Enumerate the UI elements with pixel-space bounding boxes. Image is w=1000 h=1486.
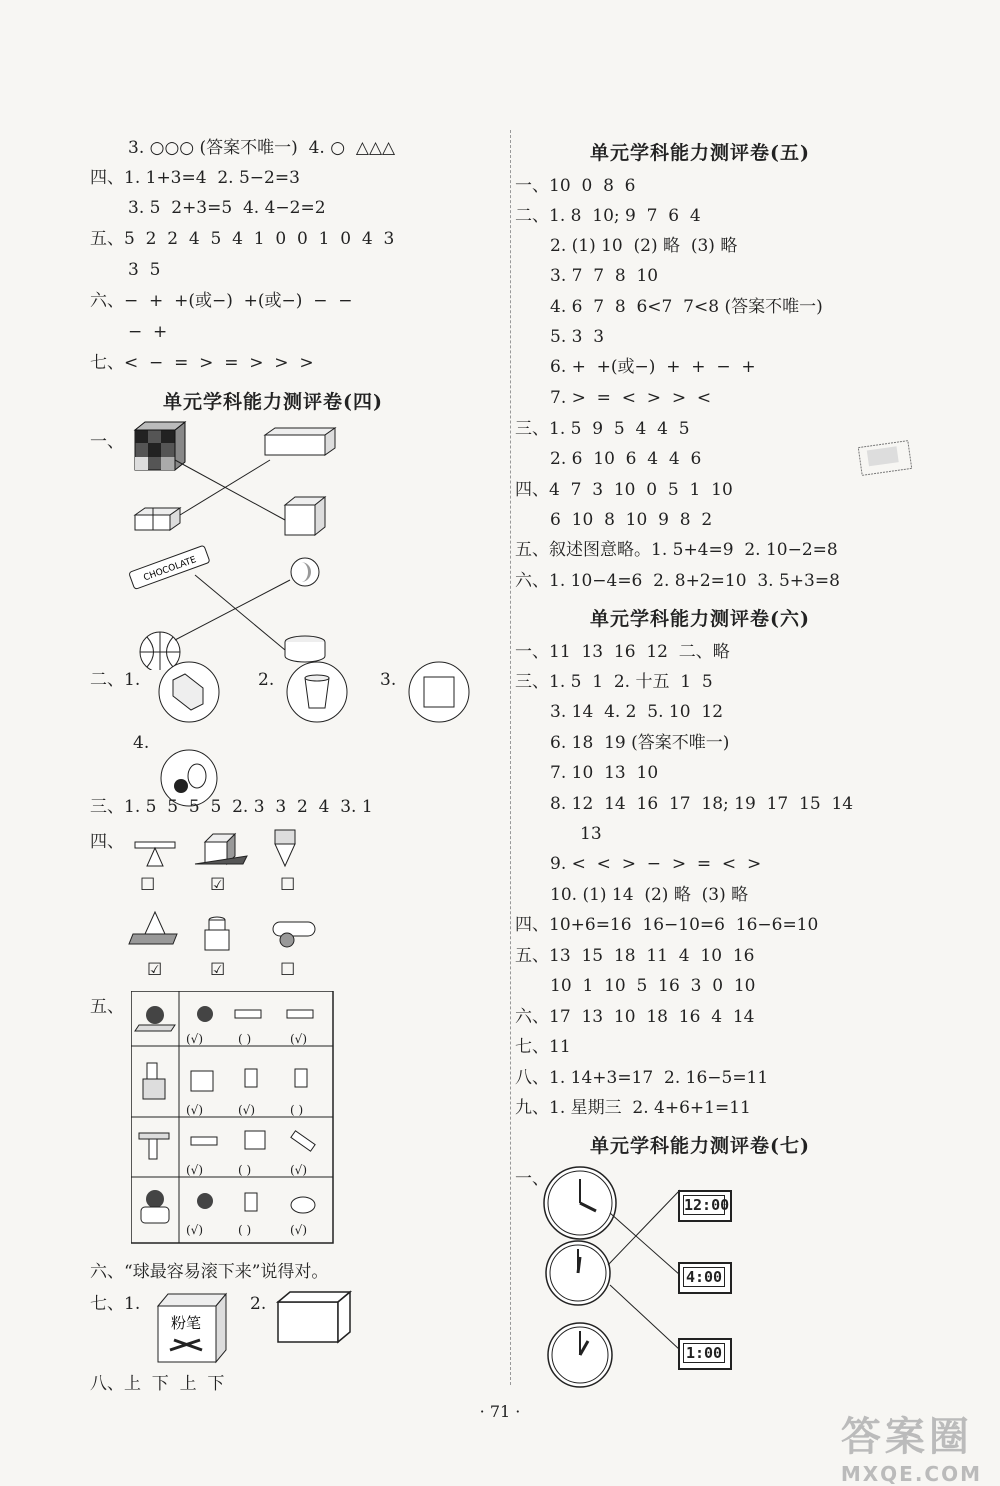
column-divider	[510, 130, 511, 1385]
left-line-3: 3. 5 2+3=5 4. 4−2=2	[128, 198, 326, 218]
rect-view-icon	[235, 1010, 261, 1018]
rect-view-icon	[191, 1137, 217, 1145]
right-line-2: 二、1. 8 10; 9 7 6 4	[515, 206, 701, 226]
analog-clock-4-icon	[544, 1167, 616, 1239]
digital-clock-2	[678, 1262, 732, 1294]
right-line-23: 10. (1) 14 (2) 略 (3) 略	[550, 885, 749, 905]
left-q2-3-label: 3.	[380, 670, 397, 690]
tabletop-cylinder-icon	[139, 1133, 169, 1159]
stamp-icon	[858, 438, 914, 478]
section-title-7: 单元学科能力测评卷(七)	[590, 1135, 810, 1157]
tabletop-cone-icon	[135, 842, 175, 866]
right-line-21: 13	[580, 824, 602, 844]
cube-view-icon	[191, 1071, 213, 1091]
right-line-22: 9. < < > − > = < >	[550, 854, 762, 874]
checkbox-3: ☐	[280, 875, 296, 895]
right-line-6: 5. 3 3	[550, 327, 605, 347]
rect-view-icon	[295, 1069, 307, 1087]
digital-clock-3-time: 1:00	[683, 1343, 725, 1363]
left-line-6: 六、− + +(或−) +(或−) − −	[90, 291, 353, 311]
table-mark-3-2: ( )	[238, 1163, 252, 1177]
right-line-5: 4. 6 7 8 6<7 7<8 (答案不唯一)	[550, 297, 823, 317]
left-q2-4-label: 4.	[133, 733, 150, 753]
right-q1-label: 一、	[515, 1169, 549, 1189]
cylinder-with-ball-icon	[273, 922, 315, 947]
cube-icon	[285, 497, 325, 535]
cup-icon	[287, 662, 347, 722]
left-line-5: 3 5	[128, 260, 161, 280]
chocolate-bar-icon	[129, 545, 210, 589]
watermark	[841, 1405, 982, 1486]
right-line-10: 2. 6 10 6 4 4 6	[550, 449, 702, 469]
left-q5-label: 五、	[90, 997, 124, 1017]
tilted-view-icon	[291, 1131, 315, 1151]
box-outline-icon	[278, 1292, 350, 1342]
table-mark-2-1: (√)	[186, 1103, 204, 1117]
right-line-17: 3. 14 4. 2 5. 10 12	[550, 702, 724, 722]
prism-pyramid-icon	[275, 830, 295, 866]
chalk-box-figure	[150, 1288, 360, 1368]
left-q2-label: 二、1.	[90, 670, 141, 690]
right-line-12: 6 10 8 10 9 8 2	[550, 510, 713, 530]
right-line-28: 七、11	[515, 1037, 571, 1057]
table-mark-4-1: (√)	[186, 1223, 204, 1237]
right-line-11: 四、4 7 3 10 0 5 1 10	[515, 480, 733, 500]
checkbox-2: ☑	[210, 875, 226, 895]
rect-view-icon	[287, 1010, 313, 1018]
left-q7-label: 七、1.	[90, 1294, 141, 1314]
cylinder-on-cube-icon	[143, 1063, 165, 1099]
left-q8: 八、上 下 上 下	[90, 1374, 225, 1394]
table-mark-3-1: (√)	[186, 1163, 204, 1177]
right-line-25: 五、13 15 18 11 4 10 16	[515, 946, 755, 966]
right-line-7: 6. + +(或−) + + − +	[550, 357, 756, 377]
left-q6: 六、“球最容易滚下来”说得对。	[90, 1262, 329, 1282]
ball-on-cylinder-icon	[141, 1190, 169, 1223]
cylinder-view-icon	[245, 1069, 257, 1087]
table-mark-2-2: (√)	[238, 1103, 256, 1117]
right-line-9: 三、1. 5 9 5 4 4 5	[515, 419, 690, 439]
ball-view-icon	[197, 1193, 213, 1209]
checkbox-6: ☐	[280, 960, 296, 980]
left-q2-2-label: 2.	[258, 670, 275, 690]
checkbox-4: ☑	[147, 960, 163, 980]
table-mark-1-3: (√)	[290, 1032, 308, 1046]
left-line-7: − +	[128, 322, 168, 342]
right-line-19: 7. 10 13 10	[550, 763, 659, 783]
cube-view-icon	[245, 1131, 265, 1149]
right-line-3: 2. (1) 10 (2) 略 (3) 略	[550, 236, 738, 256]
section-title-6: 单元学科能力测评卷(六)	[590, 608, 810, 630]
table-mark-4-2: ( )	[238, 1223, 252, 1237]
right-line-1: 一、10 0 8 6	[515, 176, 636, 196]
chalk-label: 粉笔	[170, 1314, 202, 1332]
left-q4-label: 四、	[90, 832, 124, 852]
right-line-16: 三、1. 5 1 2. 十五 1 5	[515, 672, 713, 692]
right-line-30: 九、1. 星期三 2. 4+6+1=11	[515, 1098, 751, 1118]
cylinder-view-icon	[245, 1193, 257, 1211]
table-mark-1-2: ( )	[238, 1032, 252, 1046]
left-line-2: 四、1. 1+3=4 2. 5−2=3	[90, 168, 300, 188]
checkbox-5: ☑	[210, 960, 226, 980]
right-line-29: 八、1. 14+3=17 2. 16−5=11	[515, 1068, 769, 1088]
ball-on-plate-icon	[135, 1006, 175, 1031]
table-mark-4-3: (√)	[290, 1223, 308, 1237]
left-line-4: 五、5 2 2 4 5 4 1 0 0 1 0 4 3	[90, 229, 395, 249]
analog-clock-12-icon	[546, 1241, 610, 1305]
watermark-text: 答案圈	[840, 1414, 973, 1460]
ball-view-icon	[197, 1006, 213, 1022]
hexagonal-prism-icon	[159, 662, 219, 722]
watermark-url: MXQE.COM	[840, 1462, 982, 1486]
left-q3: 三、1. 5 5 5 5 2. 3 3 2 4 3. 1	[90, 797, 373, 817]
right-line-4: 3. 7 7 8 10	[550, 266, 659, 286]
square-icon	[409, 662, 469, 722]
left-line-1: 3. ○○○ (答案不唯一) 4. ○ △△△	[128, 138, 396, 158]
right-line-26: 10 1 10 5 16 3 0 10	[550, 976, 756, 996]
shapes-figure-2	[155, 658, 485, 808]
section-title-4: 单元学科能力测评卷(四)	[163, 391, 383, 413]
chocolate-label: CHOCOLATE	[142, 555, 198, 584]
analog-clock-1-icon	[548, 1323, 612, 1387]
right-line-13: 五、叙述图意略。1. 5+4=9 2. 10−2=8	[515, 540, 838, 560]
table-mark-1-1: (√)	[186, 1032, 204, 1046]
right-line-15: 一、11 13 16 12 二、略	[515, 642, 730, 662]
right-line-20: 8. 12 14 16 17 18; 19 17 15 14	[550, 794, 854, 814]
moon-ball-icon	[291, 558, 319, 586]
cylinder-top-icon	[291, 1197, 315, 1213]
pyramid-on-block-icon	[129, 912, 177, 944]
digital-clock-1	[678, 1190, 732, 1222]
right-line-27: 六、17 13 10 18 16 4 14	[515, 1007, 755, 1027]
right-line-24: 四、10+6=16 16−10=6 16−6=10	[515, 915, 819, 935]
right-line-18: 6. 18 19 (答案不唯一)	[550, 733, 730, 753]
stacked-cylinder-cube-icon	[205, 917, 229, 950]
checkbox-1: ☐	[140, 875, 156, 895]
table-mark-3-3: (√)	[290, 1163, 308, 1177]
cuboid-icon	[265, 428, 335, 455]
section-title-5: 单元学科能力测评卷(五)	[590, 142, 810, 164]
rubik-cube-icon	[135, 422, 185, 470]
left-line-8: 七、< − = > = > > >	[90, 353, 314, 373]
gift-box-icon	[135, 508, 180, 530]
digital-clock-1-time: 12:00	[684, 1196, 730, 1214]
left-q1-label: 一、	[90, 432, 124, 452]
digital-clock-3	[678, 1338, 732, 1370]
page-number: · 71 ·	[479, 1402, 521, 1421]
table-mark-2-3: ( )	[290, 1103, 304, 1117]
digital-clock-2-time: 4:00	[683, 1267, 725, 1287]
chalk-box-icon	[158, 1294, 226, 1362]
cube-on-plate-icon	[195, 834, 247, 864]
left-q7-2-label: 2.	[250, 1294, 267, 1314]
matching-figure-1	[125, 420, 345, 670]
right-line-8: 7. > = < > > <	[550, 388, 712, 408]
right-line-14: 六、1. 10−4=6 2. 8+2=10 3. 5+3=8	[515, 571, 840, 591]
